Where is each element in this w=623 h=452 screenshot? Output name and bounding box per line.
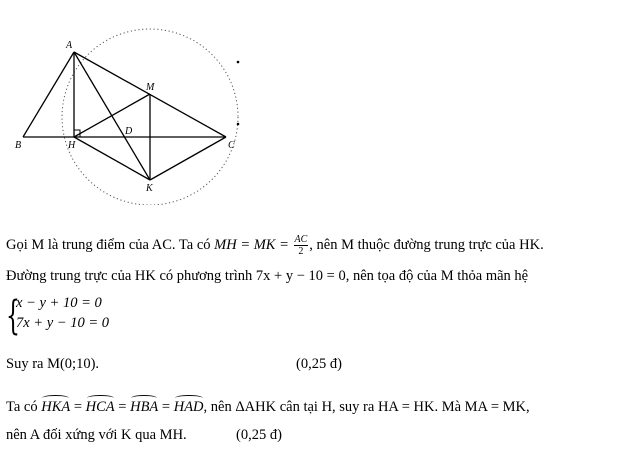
line1-text-b: , nên M thuộc đường trung trực của HK. (309, 236, 544, 253)
dot-mark (237, 123, 240, 126)
dot-mark (237, 61, 240, 64)
segment-HK (74, 137, 150, 180)
fraction-ac-over-2 (294, 234, 309, 257)
label-K: K (146, 183, 153, 194)
score-label-2: (0,25 đ) (236, 427, 282, 443)
equals-sign: = (158, 399, 174, 415)
label-D: D (125, 126, 133, 137)
segment-HM (74, 94, 150, 137)
label-B: B (15, 140, 22, 151)
label-M: M (146, 82, 155, 93)
system-equation-1: x − y + 10 = 0 (16, 295, 102, 311)
segment-AB (23, 52, 74, 137)
line1-equation: MH = MK = (214, 236, 293, 253)
fraction-numerator: AC (294, 234, 308, 245)
solution-line-3: Suy ra M(0;10). (6, 356, 100, 372)
solution-line-2: Đường trung trực của HK có phương trình 7x + y − 10 = 0, nên tọa độ của M thỏa mãn hệ (6, 268, 529, 284)
label-A: A (66, 40, 73, 51)
solution-line-1 (6, 234, 544, 257)
label-H: H (68, 140, 76, 151)
angle-HCA: HCA (85, 399, 115, 415)
line4-text-b: , nên ΔAHK cân tại H, suy ra HA = HK. Mà MA = MK, (203, 399, 530, 415)
segment-KC (150, 137, 226, 180)
angle-HBA: HBA (130, 399, 159, 415)
system-brace: { (6, 293, 20, 339)
angle-HKA: HKA (41, 399, 71, 415)
angle-HAD: HAD (173, 399, 204, 415)
equals-sign: = (114, 399, 131, 415)
geometry-figure (0, 0, 623, 205)
system-equation-2: 7x + y − 10 = 0 (16, 315, 109, 331)
score-label-1: (0,25 đ) (296, 356, 342, 372)
line1-text-a: Gọi M là trung điểm của AC. Ta có (6, 236, 215, 253)
line4-text-a: Ta có (6, 399, 42, 415)
equals-sign: = (70, 399, 86, 415)
fraction-denominator: 2 (298, 246, 304, 257)
solution-line-5: nên A đối xứng với K qua MH. (6, 427, 187, 443)
solution-line-4 (6, 398, 530, 416)
label-C: C (228, 140, 235, 151)
